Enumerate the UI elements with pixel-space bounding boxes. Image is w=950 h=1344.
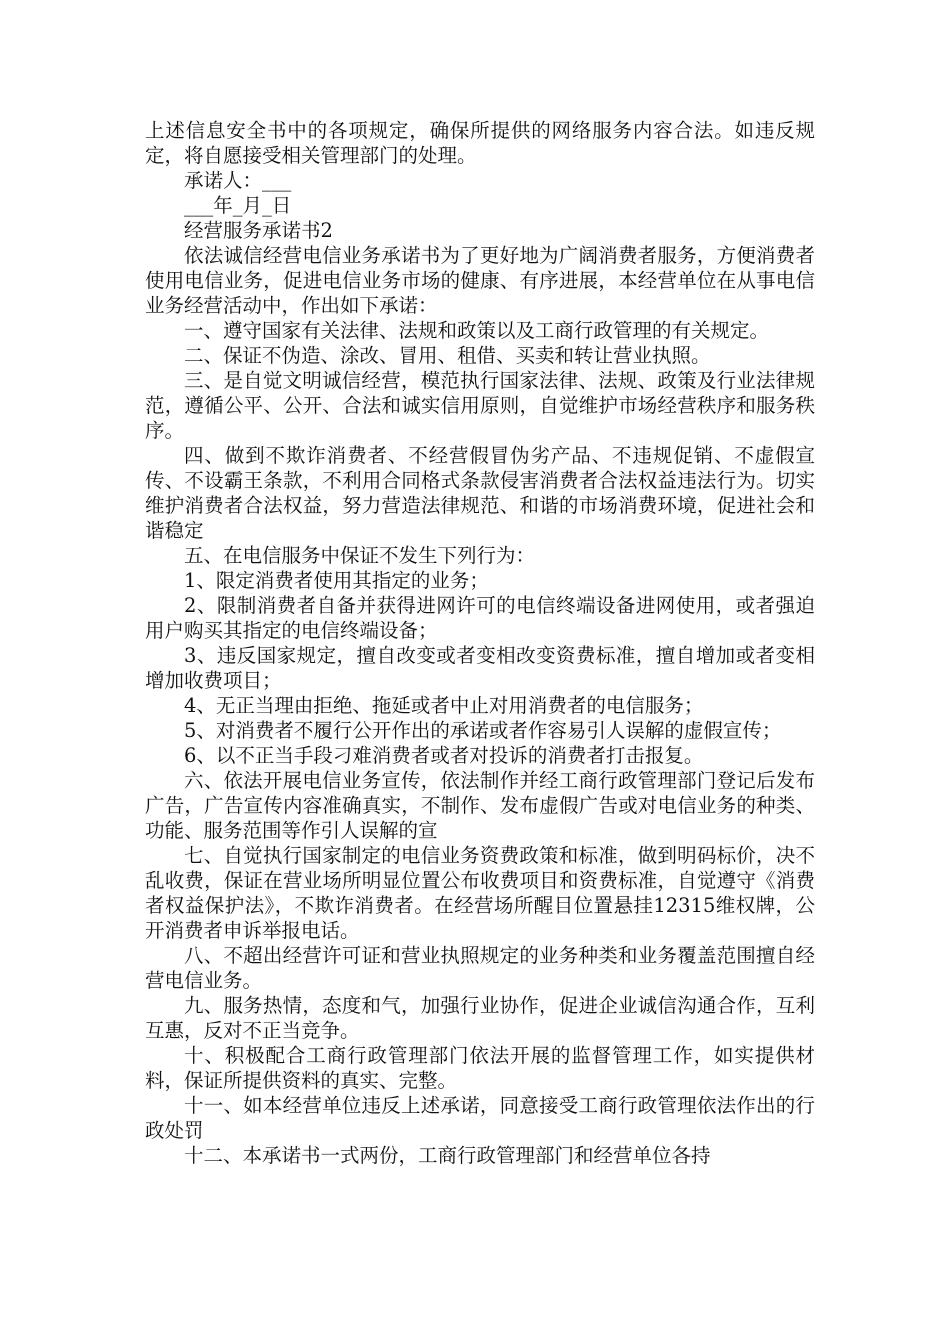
commitment-9: 九、服务热情，态度和气，加强行业协作，促进企业诚信沟通合作，互利互惠，反对不正当竞争。 bbox=[145, 994, 815, 1042]
commitment-5: 五、在电信服务中保证不发生下列行为： bbox=[184, 544, 536, 567]
commitment-8: 八、不超出经营许可证和营业执照规定的业务种类和业务覆盖范围擅自经营电信业务。 bbox=[145, 944, 815, 992]
list-item-4: 4、无正当理由拒绝、拖延或者中止对用消费者的电信服务； bbox=[184, 694, 704, 717]
commitment-4: 四、做到不欺诈消费者、不经营假冒伪劣产品、不违规促销、不虚假宣传、不设霸王条款，不利用合同格式条款侵害消费者合法权益违法行为。切实维护消费者合法权益，努力营造法律规范、和谐的市场消费环境，促进社会和谐稳定 bbox=[145, 444, 815, 542]
commitment-12: 十二、本承诺书一式两份，工商行政管理部门和经营单位各持 bbox=[184, 1144, 711, 1167]
commitment-3: 三、是自觉文明诚信经营，模范执行国家法律、法规、政策及行业法律规范，遵循公平、公开、合法和诚实信用原则，自觉维护市场经营秩序和服务秩序。 bbox=[145, 369, 815, 442]
commitment-7: 七、自觉执行国家制定的电信业务资费政策和标准，做到明码标价，决不乱收费，保证在营业场所明显位置公布收费项目和资费标准，自觉遵守《消费者权益保护法》，不欺诈消费者。在经营场所醒目位置悬挂12315维权牌，公开消费者申诉举报电话。 bbox=[145, 844, 815, 942]
document-page bbox=[145, 118, 815, 1168]
list-item-5: 5、对消费者不履行公开作出的承诺或者作容易引人误解的虚假宣传； bbox=[184, 719, 782, 742]
commitment-6: 六、依法开展电信业务宣传，依法制作并经工商行政管理部门登记后发布广告，广告宣传内容准确真实，不制作、发布虚假广告或对电信业务的种类、功能、服务范围等作引人误解的宣 bbox=[145, 769, 815, 842]
date-line: ___年_月_日 bbox=[184, 194, 292, 217]
list-item-2: 2、限制消费者自备并获得进网许可的电信终端设备进网使用，或者强迫用户购买其指定的电信终端设备； bbox=[145, 594, 815, 642]
commitment-1: 一、遵守国家有关法律、法规和政策以及工商行政管理的有关规定。 bbox=[184, 319, 770, 342]
commitment-2: 二、保证不伪造、涂改、冒用、租借、买卖和转让营业执照。 bbox=[184, 344, 711, 367]
commitment-11: 十一、如本经营单位违反上述承诺，同意接受工商行政管理依法作出的行政处罚 bbox=[145, 1094, 815, 1142]
list-item-3: 3、违反国家规定，擅自改变或者变相改变资费标准，擅自增加或者变相增加收费项目； bbox=[145, 644, 815, 692]
section-title: 经营服务承诺书2 bbox=[184, 219, 333, 242]
list-item-1: 1、限定消费者使用其指定的业务； bbox=[184, 569, 489, 592]
list-item-6: 6、以不正当手段刁难消费者或者对投诉的消费者打击报复。 bbox=[184, 744, 704, 767]
paragraph-1: 上述信息安全书中的各项规定，确保所提供的网络服务内容合法。如违反规定，将自愿接受相关管理部门的处理。 bbox=[145, 119, 815, 167]
intro-paragraph: 依法诚信经营电信业务承诺书为了更好地为广阔消费者服务，方便消费者使用电信业务，促进电信业务市场的健康、有序进展，本经营单位在从事电信业务经营活动中，作出如下承诺： bbox=[145, 244, 815, 317]
commitment-10: 十、积极配合工商行政管理部门依法开展的监督管理工作，如实提供材料，保证所提供资料的真实、完整。 bbox=[145, 1044, 815, 1092]
signatory-line: 承诺人：___ bbox=[184, 169, 292, 192]
